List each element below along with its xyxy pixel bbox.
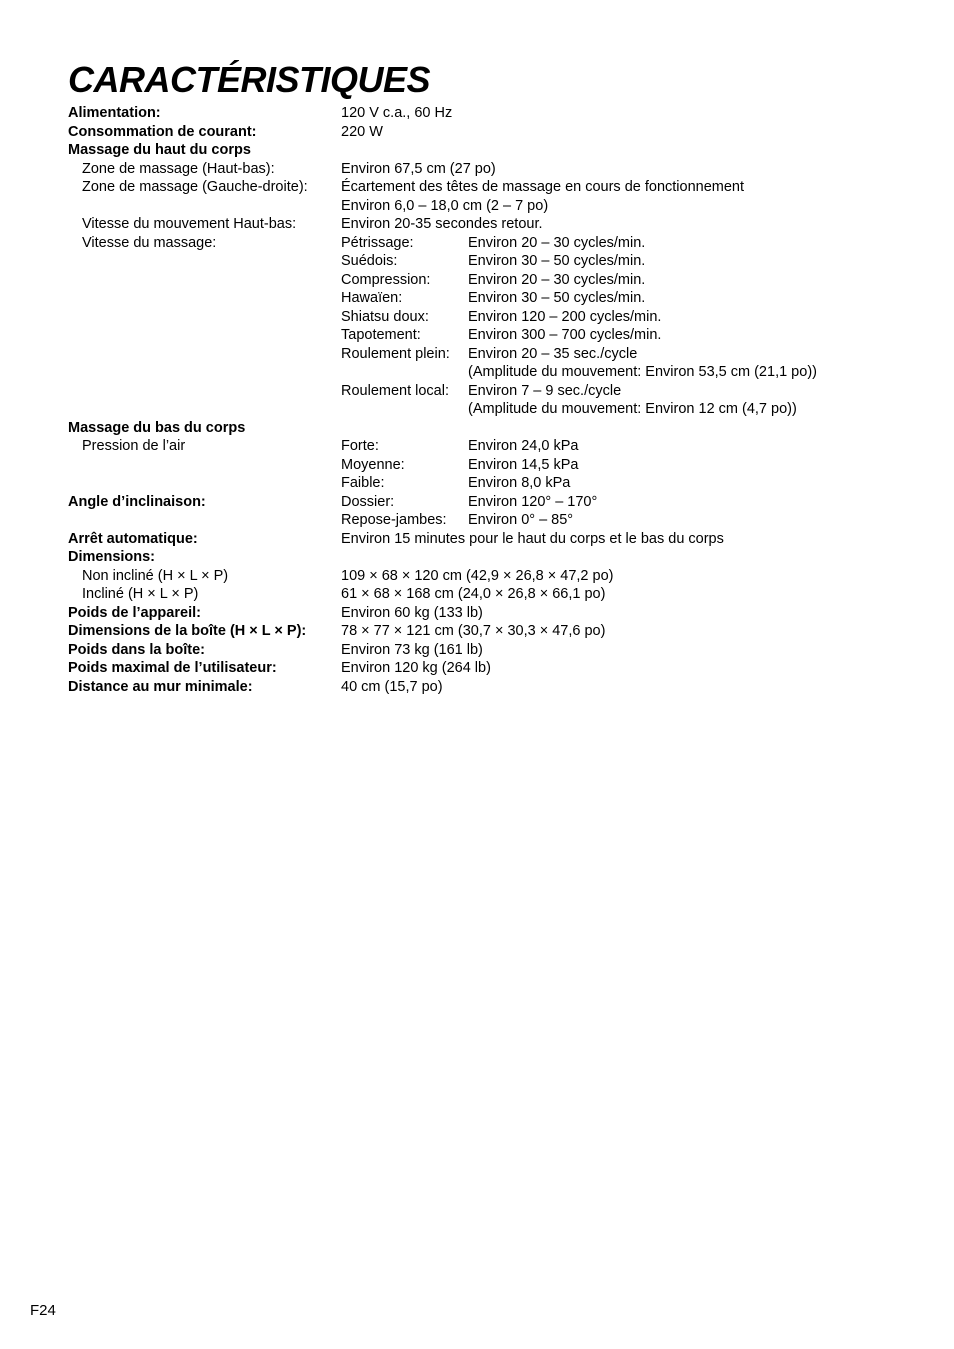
- spec-value: Roulement local:: [341, 382, 449, 399]
- spec-row: [68, 160, 928, 179]
- spec-row: [68, 604, 928, 623]
- spec-value: Environ 20-35 secondes retour.: [341, 216, 543, 232]
- spec-detail-value: Environ 7 – 9 sec./cycle: [468, 382, 622, 399]
- spec-row: [68, 511, 928, 530]
- spec-heading: Alimentation:: [68, 105, 161, 121]
- spec-label: Pression de l’air: [82, 438, 186, 454]
- spec-row: [68, 271, 928, 290]
- spec-detail-value: Environ 20 – 30 cycles/min.: [468, 271, 646, 288]
- spec-row: [68, 178, 928, 197]
- spec-heading: Dimensions de la boîte (H × L × P):: [68, 623, 307, 639]
- spec-heading: Massage du bas du corps: [68, 419, 246, 436]
- spec-row: [68, 252, 928, 271]
- spec-value: 78 × 77 × 121 cm (30,7 × 30,3 × 47,6 po): [341, 623, 606, 639]
- spec-value: Environ 60 kg (133 lb): [341, 604, 483, 621]
- spec-value: Faible:: [341, 475, 385, 491]
- spec-row: [68, 289, 928, 308]
- spec-detail-value: Environ 14,5 kPa: [468, 456, 579, 473]
- spec-heading: Dimensions:: [68, 549, 156, 565]
- spec-value: Pétrissage:: [341, 234, 414, 251]
- spec-row: [68, 456, 928, 475]
- spec-heading: Poids dans la boîte:: [68, 641, 205, 658]
- spec-label: Non incliné (H × L × P): [82, 567, 229, 584]
- spec-value: 61 × 68 × 168 cm (24,0 × 26,8 × 66,1 po): [341, 586, 606, 602]
- spec-row: [68, 548, 928, 567]
- spec-row: [68, 493, 928, 512]
- specifications-table: [68, 104, 928, 696]
- spec-value: Environ 67,5 cm (27 po): [341, 160, 496, 177]
- spec-value: 120 V c.a., 60 Hz: [341, 105, 453, 121]
- spec-value: Suédois:: [341, 253, 398, 269]
- spec-row: [68, 678, 928, 697]
- spec-row: [68, 567, 928, 586]
- spec-heading: Arrêt automatique:: [68, 530, 198, 547]
- spec-value: Environ 73 kg (161 lb): [341, 641, 483, 658]
- spec-heading: Poids maximal de l’utilisateur:: [68, 660, 277, 676]
- spec-row: [68, 234, 928, 253]
- spec-label: Zone de massage (Haut-bas):: [82, 160, 275, 177]
- spec-value: 109 × 68 × 120 cm (42,9 × 26,8 × 47,2 po): [341, 567, 614, 584]
- spec-detail-value: Environ 20 – 30 cycles/min.: [468, 234, 646, 251]
- spec-detail-value: (Amplitude du mouvement: Environ 53,5 cm (21,1 po)): [468, 364, 817, 380]
- spec-row: [68, 585, 928, 604]
- spec-heading: Distance au mur minimale:: [68, 678, 253, 695]
- spec-label: Vitesse du mouvement Haut-bas:: [82, 216, 297, 232]
- spec-label: Zone de massage (Gauche-droite):: [82, 179, 308, 195]
- spec-label: Incliné (H × L × P): [82, 586, 199, 602]
- spec-label: Vitesse du massage:: [82, 234, 217, 251]
- spec-value: Environ 15 minutes pour le haut du corps et le bas du corps: [341, 530, 724, 547]
- spec-row: [68, 659, 928, 678]
- spec-row: [68, 326, 928, 345]
- spec-heading: Angle d’inclinaison:: [68, 493, 206, 510]
- spec-detail-value: (Amplitude du mouvement: Environ 12 cm (4,7 po)): [468, 401, 797, 417]
- spec-value: Tapotement:: [341, 327, 421, 343]
- spec-detail-value: Environ 30 – 50 cycles/min.: [468, 290, 646, 306]
- spec-row: [68, 141, 928, 160]
- spec-value: Environ 120 kg (264 lb): [341, 660, 491, 676]
- spec-row: [68, 197, 928, 216]
- spec-row: [68, 382, 928, 401]
- spec-value: Roulement plein:: [341, 345, 450, 362]
- spec-value: Shiatsu doux:: [341, 308, 429, 325]
- spec-detail-value: Environ 120° – 170°: [468, 493, 598, 510]
- spec-heading: Poids de l’appareil:: [68, 604, 201, 621]
- spec-row: [68, 622, 928, 641]
- spec-row: [68, 363, 928, 382]
- spec-detail-value: Environ 120 – 200 cycles/min.: [468, 308, 662, 325]
- spec-value: Moyenne:: [341, 456, 405, 473]
- spec-row: [68, 215, 928, 234]
- spec-row: [68, 419, 928, 438]
- spec-value: Repose-jambes:: [341, 512, 447, 528]
- spec-row: [68, 104, 928, 123]
- spec-value: Hawaïen:: [341, 290, 403, 306]
- spec-row: [68, 641, 928, 660]
- spec-value: Compression:: [341, 271, 431, 288]
- spec-row: [68, 345, 928, 364]
- spec-detail-value: Environ 24,0 kPa: [468, 438, 579, 454]
- spec-value: 40 cm (15,7 po): [341, 678, 443, 695]
- spec-row: [68, 308, 928, 327]
- spec-heading: Consommation de courant:: [68, 123, 257, 140]
- spec-value: Dossier:: [341, 493, 395, 510]
- spec-detail-value: Environ 30 – 50 cycles/min.: [468, 253, 646, 269]
- spec-row: [68, 400, 928, 419]
- spec-row: [68, 474, 928, 493]
- spec-detail-value: Environ 300 – 700 cycles/min.: [468, 327, 662, 343]
- spec-value: Forte:: [341, 438, 379, 454]
- spec-detail-value: Environ 20 – 35 sec./cycle: [468, 345, 638, 362]
- spec-row: [68, 437, 928, 456]
- page-number: F24: [30, 1302, 56, 1319]
- spec-heading: Massage du haut du corps: [68, 142, 251, 158]
- spec-detail-value: Environ 8,0 kPa: [468, 475, 571, 491]
- page-title: CARACTÉRISTIQUES: [68, 59, 431, 100]
- spec-value: 220 W: [341, 123, 383, 140]
- spec-detail-value: Environ 0° – 85°: [468, 512, 574, 528]
- spec-row: [68, 123, 928, 142]
- spec-row: [68, 530, 928, 549]
- spec-value: Écartement des têtes de massage en cours de fonctionnement: [341, 179, 745, 195]
- spec-value: Environ 6,0 – 18,0 cm (2 – 7 po): [341, 197, 549, 214]
